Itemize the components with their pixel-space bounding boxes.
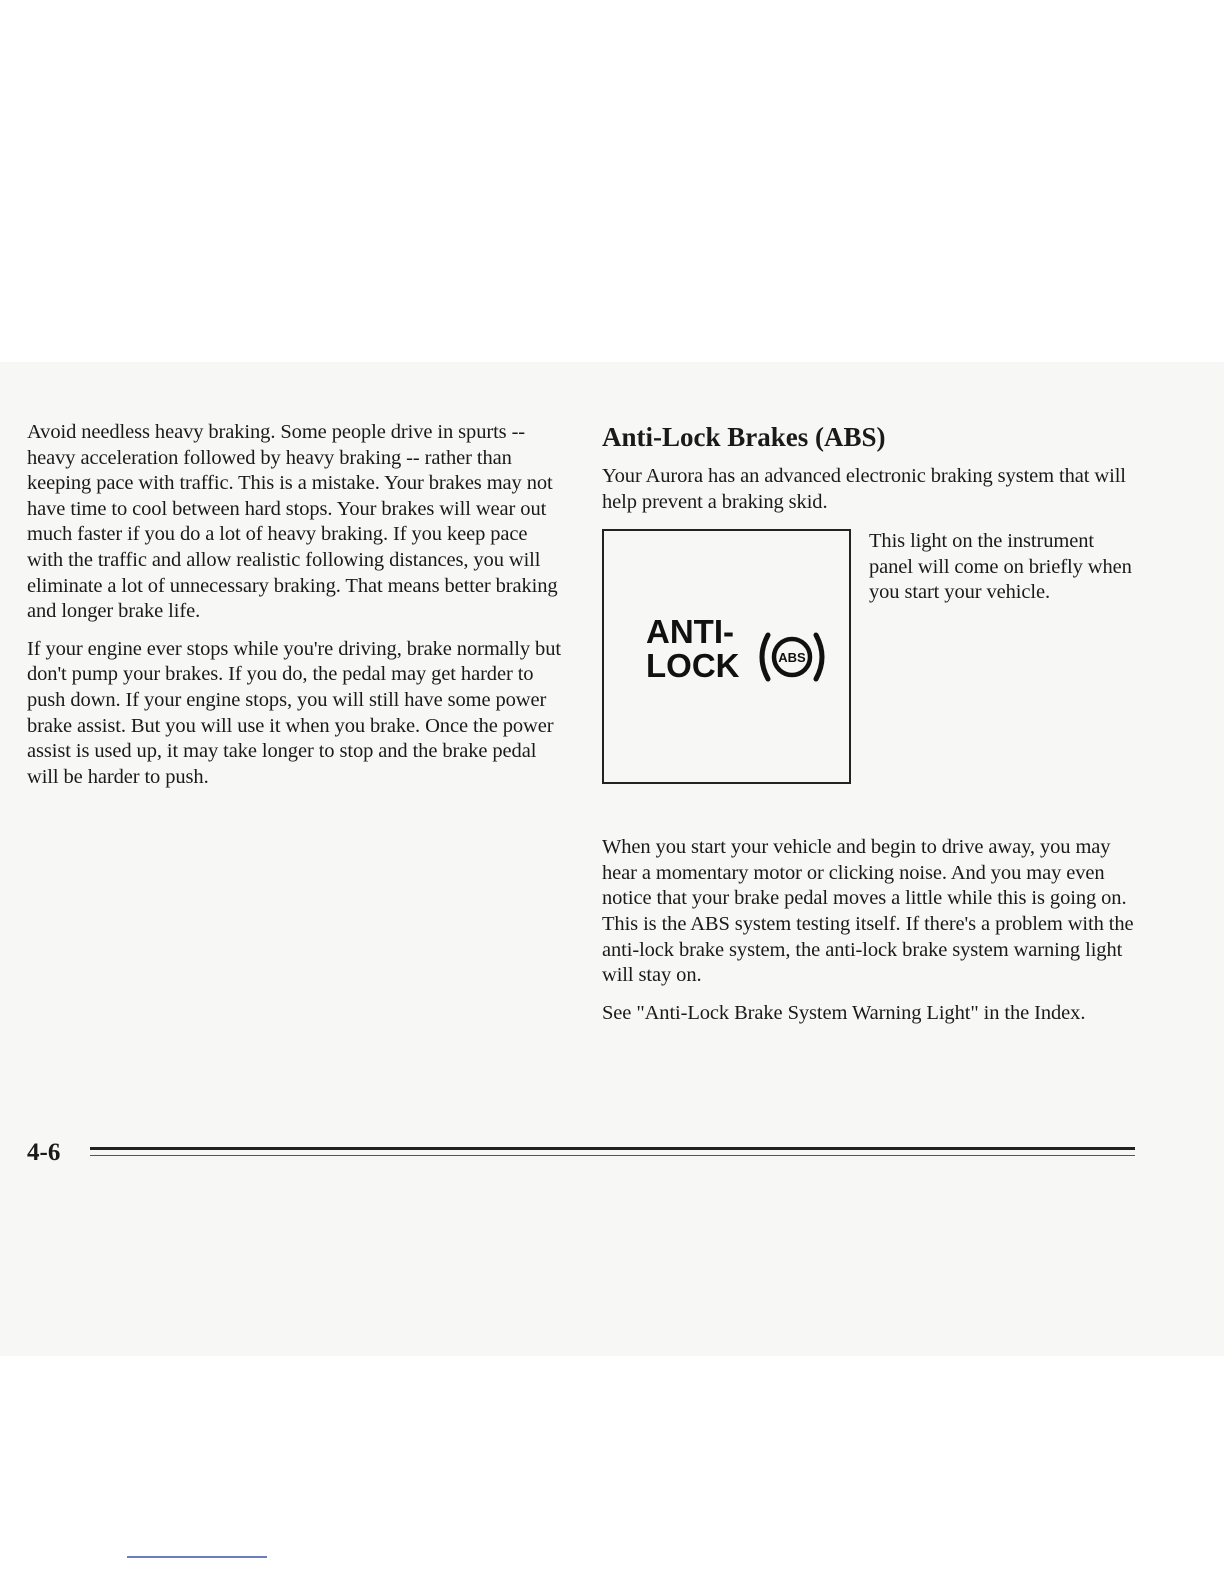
indicator-caption: This light on the instrument panel will come on briefly when you start your vehicle.	[869, 530, 1132, 604]
abs-indicator-figure	[602, 529, 1142, 797]
abs-indicator-box	[602, 529, 851, 784]
paragraph-abs-intro: Your Aurora has an advanced electronic braking system that will help prevent a braking skid.	[602, 465, 1126, 513]
indicator-line-lock: LOCK	[646, 647, 740, 685]
right-column	[602, 420, 1142, 1038]
paragraph-engine-stops: If your engine ever stops while you're driving, brake normally but don't pump your brakes. If you do, the pedal may get harder to push down. If your engine stops, you will still have some power brake assist. But you will use it when you brake. Once the power assist is used up, it may take longer to stop and the brake pedal will be harder to push.	[27, 637, 561, 788]
paragraph-abs-testing: When you start your vehicle and begin to drive away, you may hear a momentary motor or clicking noise. And you may even notice that your brake pedal moves a little while this is going on. This is the ABS system testing itself. If there's a problem with the anti-lock brake system, the anti-lock brake system warning light will stay on.	[602, 836, 1134, 987]
indicator-line-anti: ANTI-	[646, 613, 734, 651]
scan-artifact-line	[127, 1556, 267, 1558]
page-number: 4-6	[27, 1139, 61, 1166]
footer-rule-thin	[90, 1155, 1135, 1156]
footer-rule-thick	[90, 1147, 1135, 1150]
abs-badge-text: ABS	[778, 650, 806, 666]
section-heading-abs: Anti-Lock Brakes (ABS)	[602, 422, 886, 452]
paragraph-see-index: See "Anti-Lock Brake System Warning Light" in the Index.	[602, 1001, 1086, 1024]
abs-warning-icon	[754, 627, 830, 687]
paragraph-heavy-braking: Avoid needless heavy braking. Some people drive in spurts -- heavy acceleration followed by heavy braking -- rather than keeping pace with traffic. This is a mistake. Your brakes may not have time to cool between hard stops. Your brakes will wear out much faster if you do a lot of heavy braking. If you keep pace with the traffic and allow realistic following distances, you will eliminate a lot of unnecessary braking. That means better braking and longer brake life.	[27, 421, 558, 623]
abs-indicator-label	[646, 615, 740, 683]
page-footer	[27, 1138, 1137, 1178]
left-column	[27, 420, 562, 802]
